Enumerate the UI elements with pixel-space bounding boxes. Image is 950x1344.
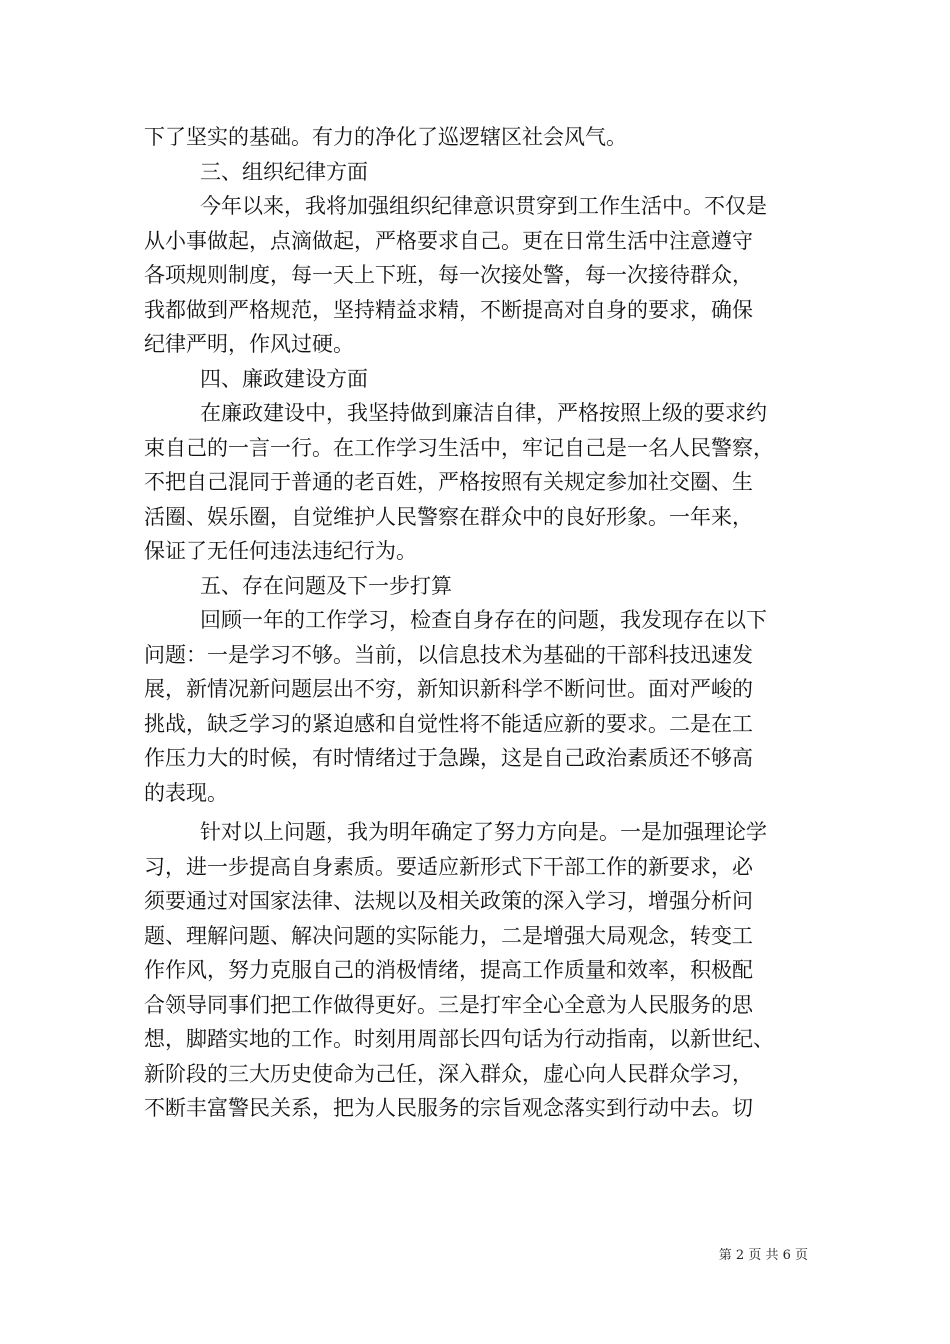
text-line: 挑战，缺乏学习的紧迫感和自觉性将不能适应新的要求。二是在工 — [144, 711, 753, 736]
text-line: 题、理解问题、解决问题的实际能力，二是增强大局观念，转变工 — [144, 923, 753, 948]
text-line: 的表现。 — [144, 780, 228, 805]
text-line: 作作风，努力克服自己的消极情绪，提高工作质量和效率，积极配 — [144, 958, 753, 982]
text-line: 五、存在问题及下一步打算 — [200, 573, 452, 598]
text-line: 习，进一步提高自身素质。要适应新形式下干部工作的新要求，必 — [144, 854, 753, 879]
text-line: 三、组织纪律方面 — [200, 159, 368, 184]
text-line: 纪律严明，作风过硬。 — [144, 332, 354, 356]
body-text — [144, 120, 808, 1126]
text-line: 束自己的一言一行。在工作学习生活中，牢记自己是一名人民警察， — [144, 435, 774, 460]
text-line: 四、廉政建设方面 — [200, 366, 368, 391]
page-number: 第 2 页 共 6 页 — [718, 1248, 808, 1263]
text-line: 我都做到严格规范，坚持精益求精，不断提高对自身的要求，确保 — [144, 297, 753, 322]
text-line: 在廉政建设中，我坚持做到廉洁自律，严格按照上级的要求约 — [200, 401, 767, 425]
text-line: 从小事做起，点滴做起，严格要求自己。更在日常生活中注意遵守 — [144, 228, 753, 253]
text-line: 保证了无任何违法违纪行为。 — [144, 539, 417, 563]
text-line: 作压力大的时候，有时情绪过于急躁，这是自己政治素质还不够高 — [144, 746, 753, 770]
text-line: 展，新情况新问题层出不穷，新知识新科学不断问世。面对严峻的 — [144, 677, 753, 701]
text-line: 不断丰富警民关系，把为人民服务的宗旨观念落实到行动中去。切 — [144, 1096, 753, 1120]
text-line: 须要通过对国家法律、法规以及相关政策的深入学习，增强分析问 — [144, 889, 753, 913]
text-line: 想，脚踏实地的工作。时刻用周部长四句话为行动指南，以新世纪、 — [144, 1027, 774, 1051]
text-line: 活圈、娱乐圈，自觉维护人民警察在群众中的良好形象。一年来， — [144, 504, 753, 529]
text-line: 问题：一是学习不够。当前，以信息技术为基础的干部科技迅速发 — [144, 642, 753, 667]
text-line: 下了坚实的基础。有力的净化了巡逻辖区社会风气。 — [144, 125, 627, 149]
text-line: 回顾一年的工作学习，检查自身存在的问题，我发现存在以下 — [200, 608, 767, 632]
text-line: 针对以上问题，我为明年确定了努力方向是。一是加强理论学 — [200, 820, 767, 844]
text-line: 新阶段的三大历史使命为己任，深入群众，虚心向人民群众学习， — [144, 1061, 753, 1086]
text-line: 合领导同事们把工作做得更好。三是打牢全心全意为人民服务的思 — [144, 992, 753, 1017]
text-line: 不把自己混同于普通的老百姓，严格按照有关规定参加社交圈、生 — [144, 470, 753, 494]
text-line: 各项规则制度，每一天上下班，每一次接处警，每一次接待群众， — [144, 263, 753, 287]
text-line: 今年以来，我将加强组织纪律意识贯穿到工作生活中。不仅是 — [200, 194, 767, 218]
